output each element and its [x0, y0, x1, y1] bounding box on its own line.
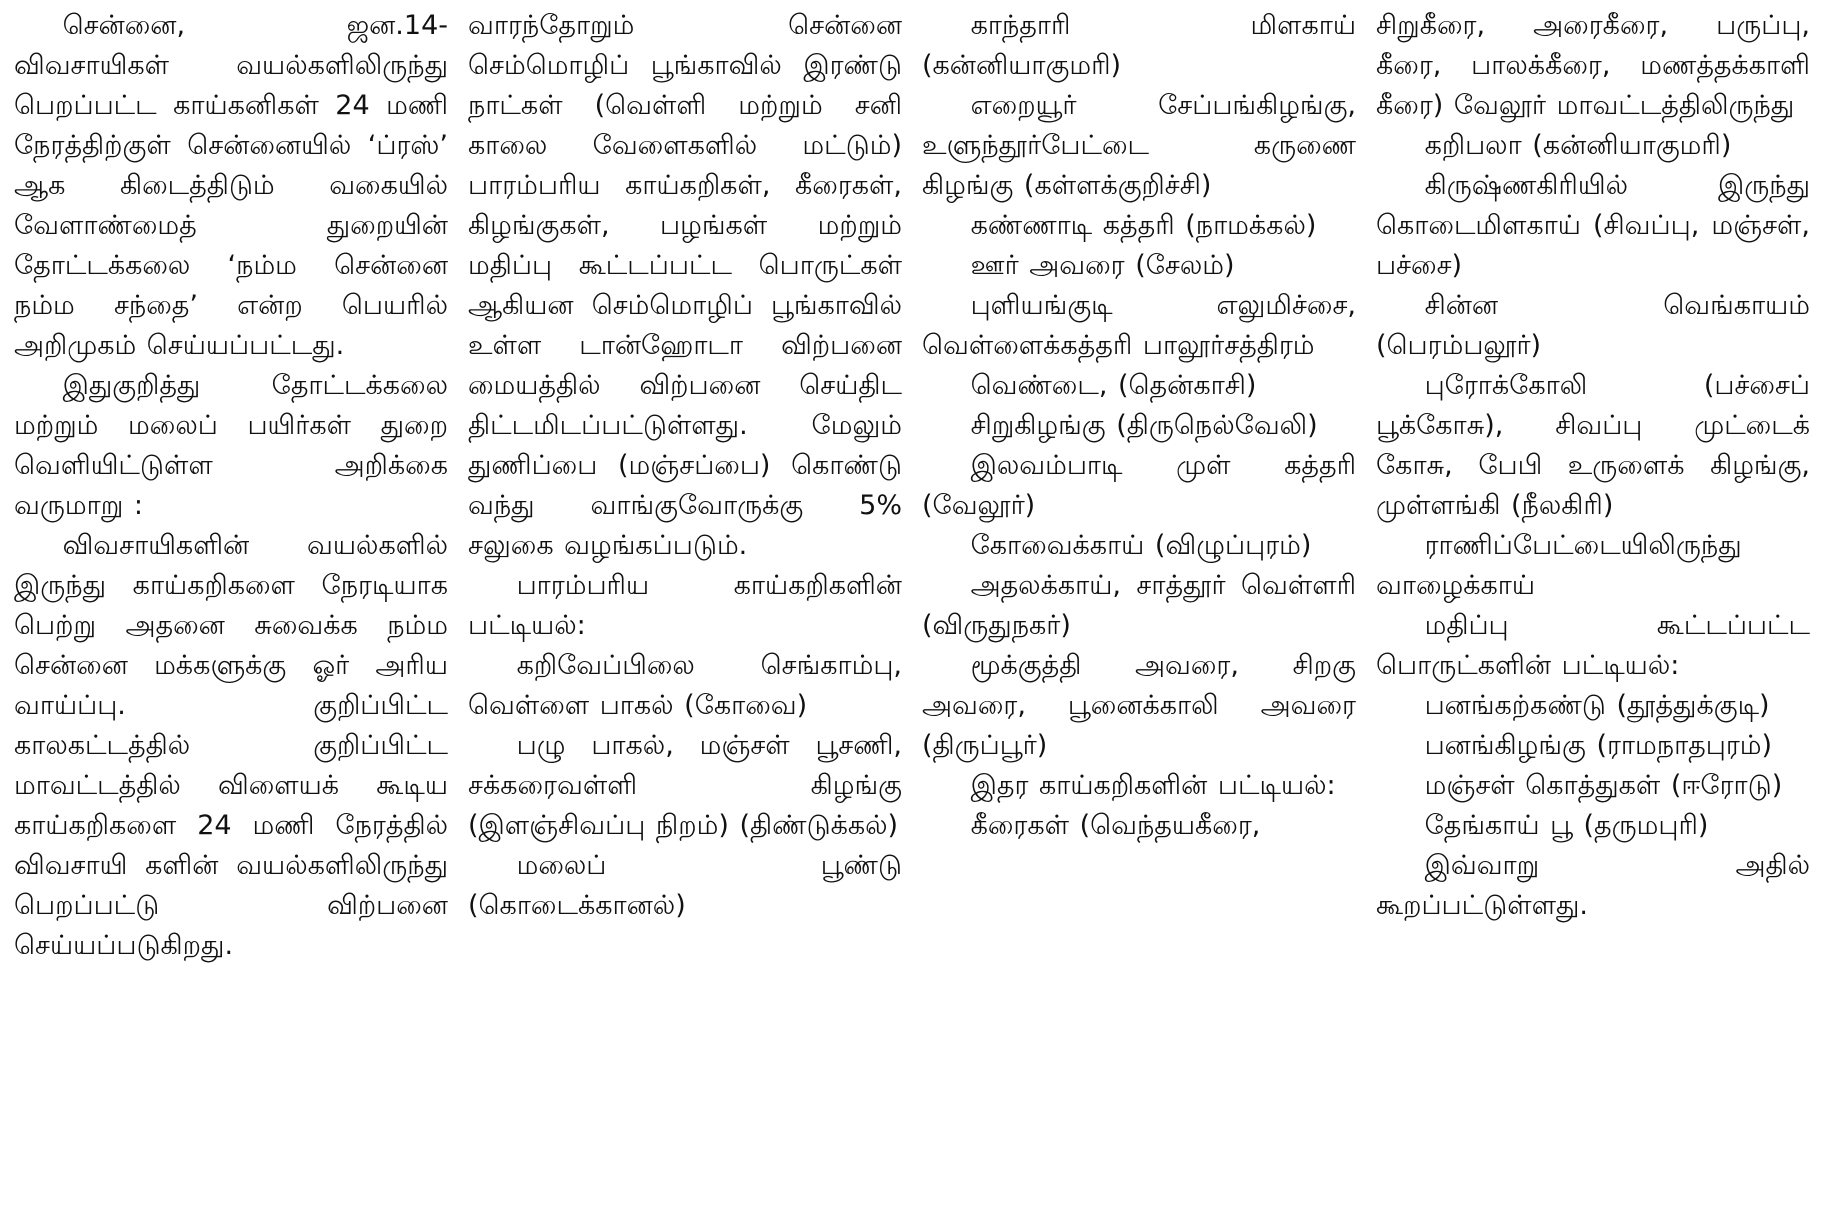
paragraph: தேங்காய் பூ (தருமபுரி) — [1424, 810, 1709, 841]
paragraph: சென்னை, ஜன.14- விவசாயிகள் வயல்களிலிருந்து பெறப்பட்ட காய்கனிகள் 24 மணி நேரத்திற்குள் சென்னையில் ‘ப்ரஸ்’ ஆக கிடைத்திடும் வகையில் வேளாண்மைத் துறையின் தோட்டக்கலை ‘நம்ம சென்னை நம்ம சந்தை’ என்ற பெயரில் அறிமுகம் செய்யப்பட்டது. — [14, 10, 448, 361]
paragraph: கிருஷ்ணகிரியில் இருந்து கொடைமிளகாய் (சிவப்பு, மஞ்சள், பச்சை) — [1376, 170, 1810, 281]
paragraph: வெண்டை, (தென்காசி) — [970, 370, 1257, 401]
paragraph: புரோக்கோலி (பச்சைப் பூக்கோசு), சிவப்பு முட்டைக் கோசு, பேபி உருளைக் கிழங்கு, முள்ளங்கி (நீலகிரி) — [1376, 370, 1810, 521]
paragraph: எறையூர் சேப்பங்கிழங்கு, உளுந்தூர்பேட்டை கருணை கிழங்கு (கள்ளக்குறிச்சி) — [922, 90, 1356, 201]
paragraph: பழு பாகல், மஞ்சள் பூசணி, சக்கரைவள்ளி கிழங்கு (இளஞ்சிவப்பு நிறம்) (திண்டுக்கல்) — [468, 730, 902, 841]
paragraph: மலைப் பூண்டு (கொடைக்கானல்) — [468, 850, 902, 921]
paragraph: காந்தாரி மிளகாய் (கன்னியாகுமரி) — [922, 10, 1356, 81]
paragraph: ராணிப்பேட்டையிலிருந்து வாழைக்காய் — [1376, 530, 1742, 601]
paragraph: இவ்வாறு அதில் கூறப்பட்டுள்ளது. — [1376, 850, 1810, 921]
paragraph: மஞ்சள் கொத்துகள் (ஈரோடு) — [1424, 770, 1783, 801]
paragraph: கறிபலா (கன்னியாகுமரி) — [1424, 130, 1732, 161]
paragraph: சிறுகீரை, அரைகீரை, பருப்பு, கீரை, பாலக்கீரை, மணத்தக்காளி கீரை) வேலூர் மாவட்டத்திலிருந்து — [1376, 10, 1810, 121]
paragraph: இதர காய்கறிகளின் பட்டியல்: — [970, 770, 1336, 801]
paragraph: விவசாயிகளின் வயல்களில் இருந்து காய்கறிகளை நேரடியாக பெற்று அதனை சுவைக்க நம்ம சென்னை மக்களுக்கு ஓர் அரிய வாய்ப்பு. குறிப்பிட்ட காலகட்டத்தில் குறிப்பிட்ட மாவட்டத்தில் விளையக் கூடிய காய்கறிகளை 24 மணி நேரத்தில் விவசாயி களின் வயல்களிலிருந்து பெறப்பட்டு விற்பனை செய்யப்படுகிறது. — [14, 530, 448, 961]
paragraph: பனங்கற்கண்டு (தூத்துக்குடி) — [1424, 690, 1770, 721]
paragraph: கறிவேப்பிலை செங்காம்பு, வெள்ளை பாகல் (கோவை) — [468, 650, 902, 721]
paragraph: சிறுகிழங்கு (திருநெல்வேலி) — [970, 410, 1318, 441]
paragraph: புளியங்குடி எலுமிச்சை, வெள்ளைக்கத்தரி பாலூர்சத்திரம் — [922, 290, 1356, 361]
article-column-4 — [1370, 0, 1824, 1218]
paragraph: மதிப்பு கூட்டப்பட்ட பொருட்களின் பட்டியல்: — [1376, 610, 1810, 681]
paragraph: அதலக்காய், சாத்தூர் வெள்ளரி (விருதுநகர்) — [922, 570, 1356, 641]
paragraph: சின்ன வெங்காயம் (பெரம்பலூர்) — [1376, 290, 1810, 361]
article-column-2 — [462, 0, 916, 1218]
article-column-1 — [8, 0, 462, 1218]
paragraph: ஊர் அவரை (சேலம்) — [970, 250, 1235, 281]
paragraph: மூக்குத்தி அவரை, சிறகு அவரை, பூனைக்காலி அவரை (திருப்பூர்) — [922, 650, 1356, 761]
paragraph: வாரந்தோறும் சென்னை செம்மொழிப் பூங்காவில் இரண்டு நாட்கள் (வெள்ளி மற்றும் சனி காலை வேளைகளில் மட்டும்) பாரம்பரிய காய்கறிகள், கீரைகள், கிழங்குகள், பழங்கள் மற்றும் மதிப்பு கூட்டப்பட்ட பொருட்கள் ஆகியன செம்மொழிப் பூங்காவில் உள்ள டான்ஹோடா விற்பனை மையத்தில் விற்பனை செய்திட திட்டமிடப்பட்டுள்ளது. மேலும் துணிப்பை (மஞ்சப்பை) கொண்டு வந்து வாங்குவோருக்கு 5% சலுகை வழங்கப்படும். — [468, 10, 902, 561]
paragraph: இதுகுறித்து தோட்டக்கலை மற்றும் மலைப் பயிர்கள் துறை வெளியிட்டுள்ள அறிக்கை வருமாறு : — [14, 370, 448, 521]
article-column-3 — [916, 0, 1370, 1218]
paragraph: கோவைக்காய் (விழுப்புரம்) — [970, 530, 1312, 561]
paragraph: பாரம்பரிய காய்கறிகளின் பட்டியல்: — [468, 570, 902, 641]
paragraph: கீரைகள் (வெந்தயகீரை, — [970, 810, 1261, 841]
paragraph: இலவம்பாடி முள் கத்தரி (வேலூர்) — [922, 450, 1356, 521]
paragraph: கண்ணாடி கத்தரி (நாமக்கல்) — [970, 210, 1317, 241]
paragraph: பனங்கிழங்கு (ராமநாதபுரம்) — [1424, 730, 1773, 761]
